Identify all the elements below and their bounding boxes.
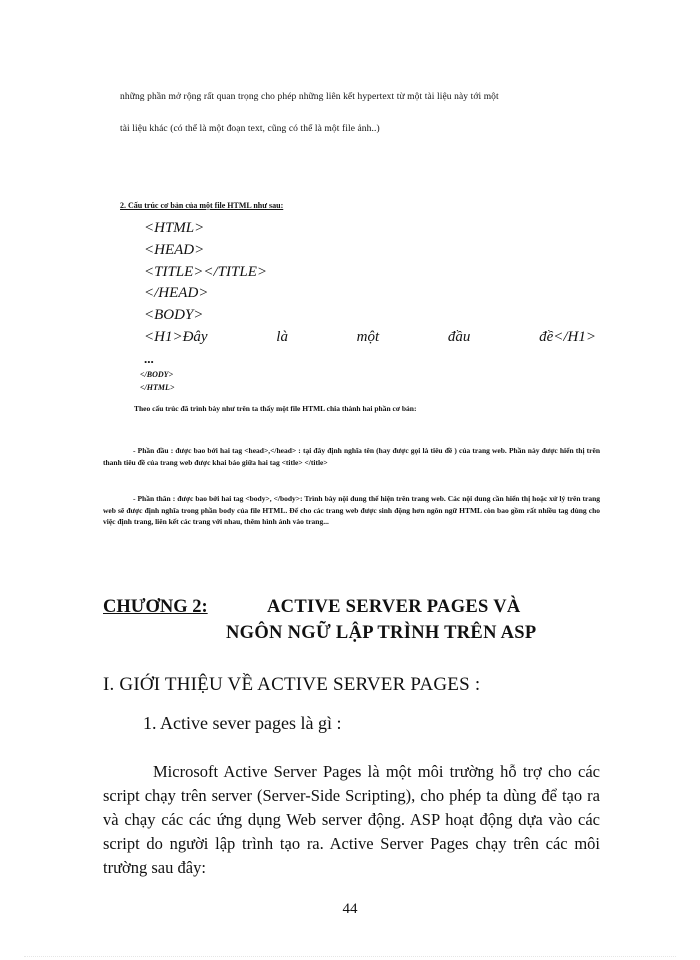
code-body-close: </BODY> xyxy=(140,370,174,379)
code-h1-word: <H1>Đây xyxy=(144,329,208,345)
code-head-open: <HEAD> xyxy=(144,242,205,258)
code-h1-word: một xyxy=(356,329,380,345)
chapter-label: CHƯƠNG 2: xyxy=(103,597,208,617)
page-number: 44 xyxy=(342,901,358,917)
chapter-title-line-2: NGÔN NGỮ LẬP TRÌNH TRÊN ASP xyxy=(226,623,537,643)
code-title-pair: <TITLE></TITLE> xyxy=(144,264,268,280)
asp-intro-text: Microsoft Active Server Pages là một môi trường hỗ trợ cho các script chạy trên server (Server-Side Scripting), cho phép ta dùng để tạo ra và chạy các các ứng dụng Web server động. ASP hoạt động dựa vào các script do người lập trình tạo ra. Active Server Pages chạy trên các môi trường sau đây: xyxy=(103,762,600,877)
code-h1-word: là xyxy=(276,329,288,345)
chapter-title-line-1: ACTIVE SERVER PAGES VÀ xyxy=(267,597,521,617)
code-h1-line xyxy=(144,329,596,346)
head-part-paragraph: - Phần đầu : được bao bởi hai tag <head>,</head> : tại đây định nghĩa tên (hay được gọi là tiêu đề ) của trang web. Phần này được hiển thị trên thanh tiêu đề của trang web được khai báo giữa hai tag <title> </title> xyxy=(103,446,600,467)
intro-line-2: tài liệu khác (có thể là một đoạn text, cũng có thể là một file ảnh..) xyxy=(120,124,380,134)
html-structure-heading: 2. Cấu trúc cơ bản của một file HTML như sau: xyxy=(120,201,284,210)
code-h1-word: đầu xyxy=(447,329,471,345)
intro-line-1: những phần mở rộng rất quan trọng cho phép những liên kết hypertext từ một tài liệu này tới một xyxy=(120,92,499,102)
subsection-title: 1. Active sever pages là gì : xyxy=(143,713,342,733)
body-part-paragraph: - Phần thân : được bao bởi hai tag <body>, </body>: Trình bày nội dung thể hiện trên trang web. Các nội dung cần hiển thị hoặc xử lý trên trang web sẽ được định nghĩa trong phần body của file HTML. Để cho các trang web được sinh động hơn ngôn ngữ HTML còn bao gồm rất nhiều tag dùng cho việc định trang, liên kết các trang với nhau, thêm hình ảnh vào trang... xyxy=(103,494,600,526)
code-head-close: </HEAD> xyxy=(144,285,209,301)
code-body-open: <BODY> xyxy=(144,307,204,323)
section-title: I. GIỚI THIỆU VỀ ACTIVE SERVER PAGES : xyxy=(103,674,481,695)
code-h1-word: đề</H1> xyxy=(539,329,596,345)
code-ellipsis: ... xyxy=(144,351,154,366)
asp-intro-paragraph xyxy=(103,760,600,880)
code-html-open: <HTML> xyxy=(144,220,205,236)
code-html-close: </HTML> xyxy=(140,383,175,392)
page-divider xyxy=(24,956,676,957)
structure-note: Theo cấu trúc đã trình bày như trên ta thấy một file HTML chia thành hai phần cơ bản: xyxy=(134,404,417,413)
